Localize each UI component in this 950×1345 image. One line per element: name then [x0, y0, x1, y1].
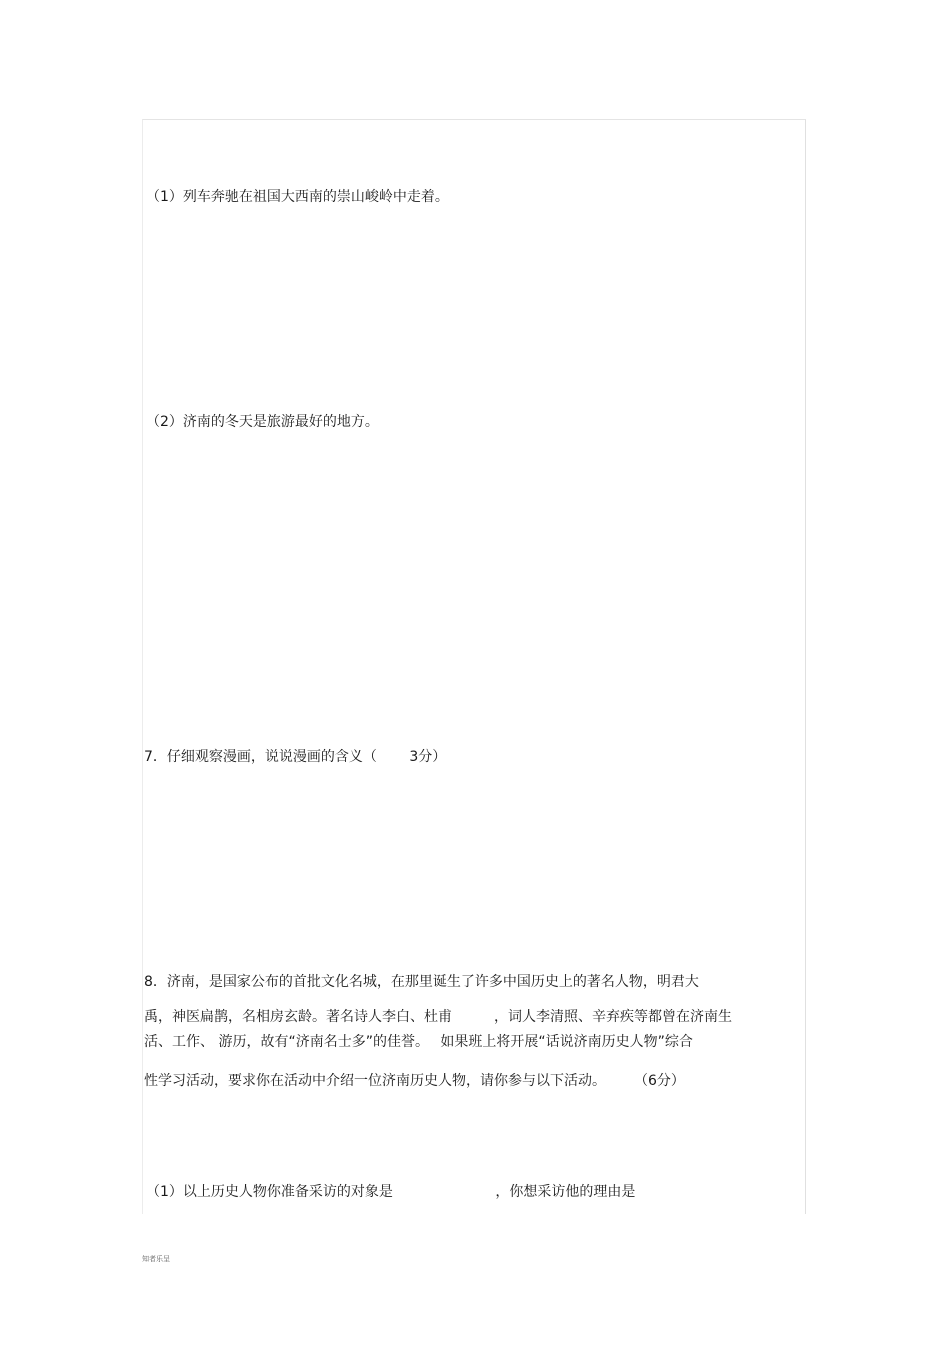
question-8-line-1: 8．济南，是国家公布的首批文化名城，在那里诞生了许多中国历史上的著名人物，明君大 [144, 974, 699, 990]
question-7: 7．仔细观察漫画，说说漫画的含义（ 3分） [144, 749, 447, 765]
question-8-line-2: 禹，神医扁鹊，名相房玄龄。著名诗人李白、杜甫 ，词人李清照、辛弃疾等都曾在济南生 [144, 1009, 732, 1025]
question-6-part-2: （2）济南的冬天是旅游最好的地方。 [146, 414, 379, 430]
footer-text: 知者乐呈 [142, 1255, 170, 1263]
question-8-line-4: 性学习活动，要求你在活动中介绍一位济南历史人物，请你参与以下活动。 （6分） [144, 1073, 685, 1089]
question-8-part-1: （1）以上历史人物你准备采访的对象是 ，你想采访他的理由是 [146, 1184, 636, 1200]
question-8-line-3: 活、工作、 游历，故有“济南名士多”的佳誉。 如果班上将开展“话说济南历史人物”综合 [144, 1034, 693, 1050]
question-6-part-1: （1）列车奔驰在祖国大西南的崇山峻岭中走着。 [146, 189, 449, 205]
